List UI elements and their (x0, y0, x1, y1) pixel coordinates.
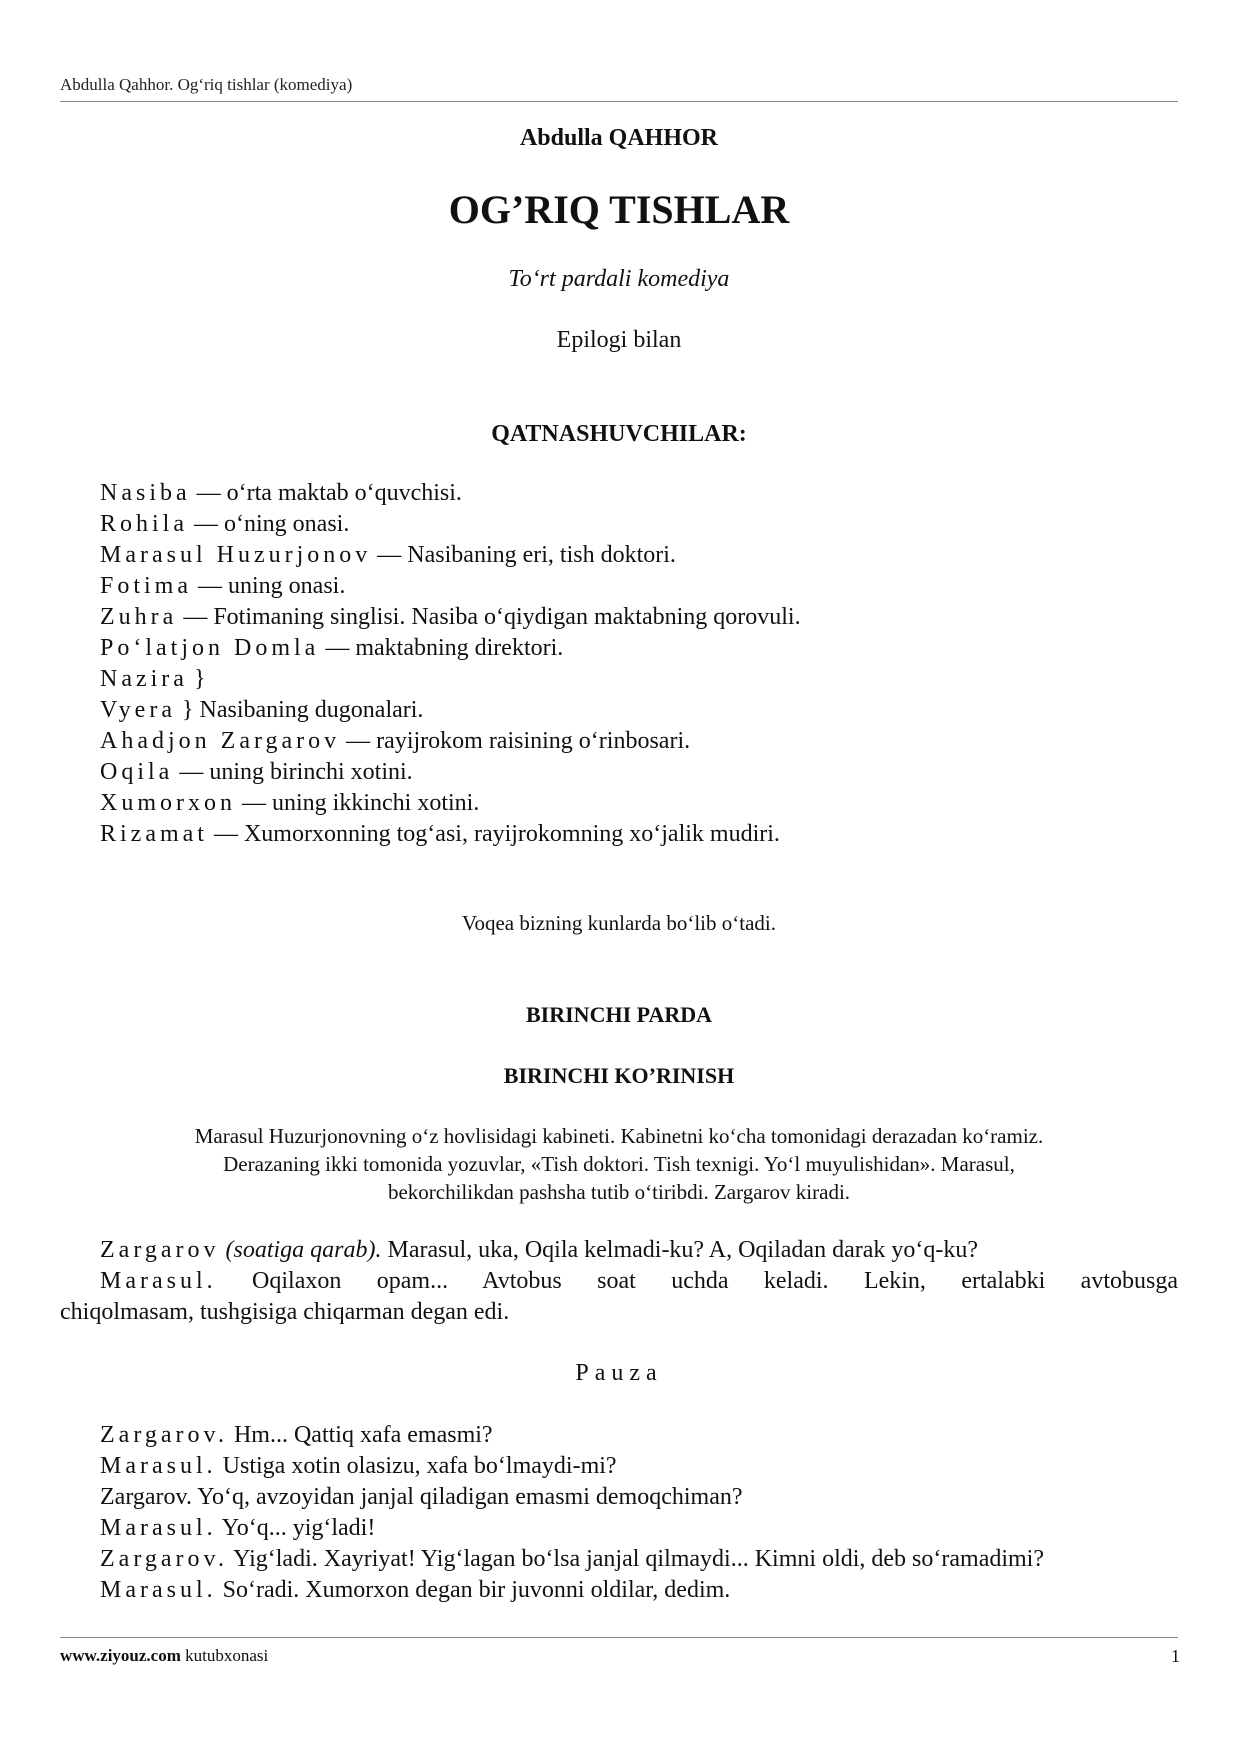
footer (60, 1646, 268, 1666)
footer-site-link[interactable]: www.ziyouz.com (60, 1646, 181, 1665)
speaker-name: Zargarov. (100, 1422, 228, 1448)
cast-desc: — Xumorxonning tog‘asi, rayijrokomning xo‘jalik mudiri. (207, 821, 780, 847)
cast-desc: } Nasibaning dugonalari. (175, 697, 424, 723)
footer-divider (60, 1637, 1178, 1638)
stage-direction (110, 1122, 1128, 1206)
pause-marker: Pauza (575, 1360, 663, 1386)
cast-desc: — Nasibaning eri, tish doktori. (371, 542, 676, 568)
cast-item (100, 540, 801, 571)
cast-item (100, 757, 801, 788)
cast-desc: — maktabning direktori. (319, 635, 564, 661)
cast-item (100, 664, 801, 695)
cast-item (100, 788, 801, 819)
speaker-name: Marasul. (100, 1515, 217, 1541)
dialogue-block-2 (60, 1420, 1178, 1606)
author-name: Abdulla QAHHOR (519, 125, 719, 151)
cast-name: Xumorxon (100, 790, 236, 816)
dialogue-line (60, 1575, 1178, 1606)
act-title: BIRINCHI PARDA (526, 1002, 712, 1027)
cast-item (100, 633, 801, 664)
cast-name: Zuhra (100, 604, 178, 630)
speaker-name: Zargarov (100, 1237, 220, 1263)
cast-name: Nazira (100, 666, 188, 692)
stage-line: Marasul Huzurjonovning o‘z hovlisidagi kabineti. Kabinetni ko‘cha tomonidagi derazadan ko‘ramiz. (194, 1124, 1044, 1148)
cast-desc: — rayijrokom raisining o‘rinbosari. (340, 728, 691, 754)
line-text: Yo‘q... yig‘ladi! (216, 1515, 376, 1541)
cast-name: Nasiba (100, 480, 191, 506)
line-text: Hm... Qattiq xafa emasmi? (227, 1422, 493, 1448)
cast-name: Ahadjon Zargarov (100, 728, 341, 754)
cast-desc: — uning onasi. (192, 573, 346, 599)
cast-name: Rohila (100, 511, 188, 537)
line-text: Oqilaxon opam... Avtobus soat uchda keladi. Lekin, ertalabki avtobusga (216, 1268, 1178, 1294)
page-number: 1 (1171, 1646, 1180, 1666)
cast-item (100, 478, 801, 509)
stage-line: bekorchilikdan pashsha tutib o‘tiribdi. Zargarov kiradi. (387, 1180, 851, 1204)
dialogue-line (60, 1544, 1178, 1575)
dialogue-block-1 (60, 1235, 1178, 1328)
cast-item (100, 602, 801, 633)
dialogue-line (60, 1235, 1178, 1266)
cast-name: Rizamat (100, 821, 208, 847)
cast-item (100, 695, 801, 726)
line-text: So‘radi. Xumorxon degan bir juvonni oldilar, dedim. (216, 1577, 731, 1603)
epilog-note: Epilogi bilan (556, 327, 682, 353)
cast-desc: — o‘ning onasi. (188, 511, 350, 537)
cast-name: Marasul Huzurjonov (100, 542, 372, 568)
cast-desc: } (187, 666, 206, 692)
setting-note: Voqea bizning kunlarda bo‘lib o‘tadi. (462, 911, 776, 935)
running-header: Abdulla Qahhor. Og‘riq tishlar (komediya) (60, 75, 353, 94)
line-text: Marasul, uka, Oqila kelmadi-ku? A, Oqiladan darak yo‘q-ku? (381, 1237, 978, 1263)
header-divider (60, 101, 1178, 102)
cast-name: Po‘latjon Domla (100, 635, 320, 661)
cast-desc: — Fotimaning singlisi. Nasiba o‘qiydigan maktabning qorovuli. (177, 604, 801, 630)
cast-list (100, 478, 801, 850)
speaker-name: Marasul. (100, 1453, 217, 1479)
line-text: Zargarov. Yo‘q, avzoyidan janjal qiladigan emasmi demoqchiman? (100, 1484, 743, 1510)
cast-desc: — uning birinchi xotini. (173, 759, 413, 785)
cast-name: Fotima (100, 573, 193, 599)
play-subtitle: To‘rt pardali komediya (508, 266, 730, 292)
dialogue-continuation: chiqolmasam, tushgisiga chiqarman degan edi. (60, 1299, 510, 1325)
line-text: Yig‘ladi. Xayriyat! Yig‘lagan bo‘lsa janjal qilmaydi... Kimni oldi, deb so‘ramadimi? (227, 1546, 1045, 1572)
speaker-name: Marasul. (100, 1268, 217, 1294)
dialogue-line (60, 1513, 1178, 1544)
stage-line: Derazaning ikki tomonida yozuvlar, «Tish doktori. Tish texnigi. Yo‘l muyulishidan». Marasul, (223, 1152, 1015, 1176)
cast-item (100, 819, 801, 850)
cast-item (100, 726, 801, 757)
cast-item (100, 509, 801, 540)
dialogue-line (60, 1420, 1178, 1451)
cast-item (100, 571, 801, 602)
dialogue-line (60, 1451, 1178, 1482)
speaker-name: Marasul. (100, 1577, 217, 1603)
line-text: Ustiga xotin olasizu, xafa bo‘lmaydi-mi? (216, 1453, 617, 1479)
cast-name: Oqila (100, 759, 174, 785)
dialogue-line (60, 1482, 1178, 1513)
cast-heading: QATNASHUVCHILAR: (491, 421, 747, 447)
play-title: OG’RIQ TISHLAR (448, 187, 790, 232)
dialogue-line (60, 1266, 1178, 1297)
cast-desc: — uning ikkinchi xotini. (236, 790, 480, 816)
footer-suffix: kutubxonasi (180, 1646, 269, 1665)
stage-note: (soatiga qarab). (225, 1237, 382, 1263)
speaker-name: Zargarov. (100, 1546, 228, 1572)
cast-name: Vyera (100, 697, 176, 723)
scene-title: BIRINCHI KO’RINISH (503, 1063, 735, 1088)
cast-desc: — o‘rta maktab o‘quvchisi. (190, 480, 462, 506)
